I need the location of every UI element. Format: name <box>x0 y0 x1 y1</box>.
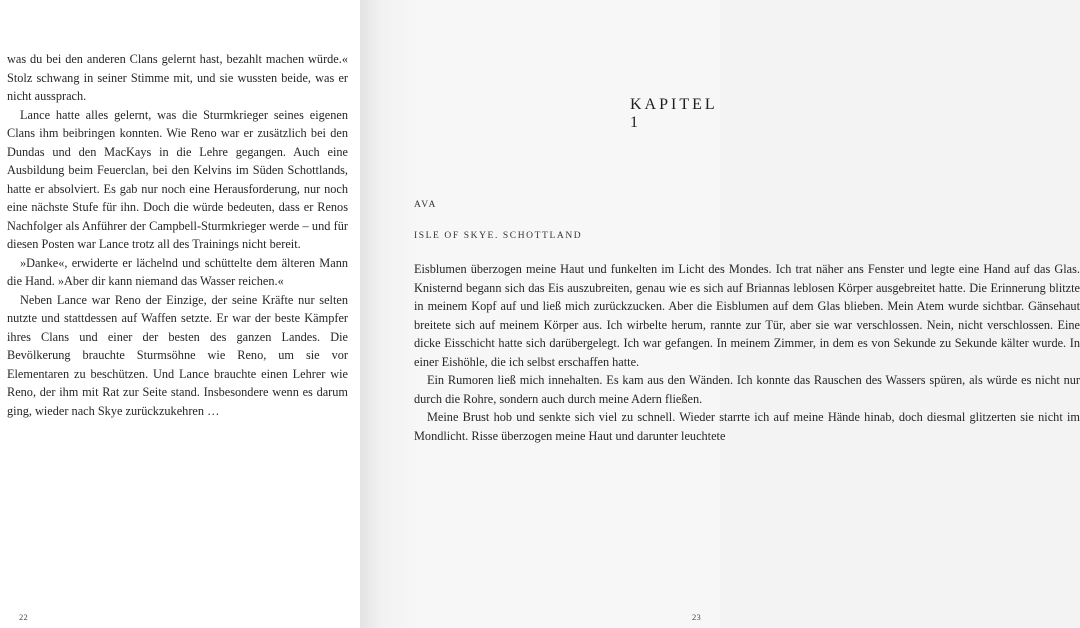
left-page <box>0 0 360 628</box>
paragraph: Eisblumen überzogen meine Haut und funkelten im Licht des Mondes. Ich trat näher ans Fenster und legte eine Hand auf das Glas. Knisternd begann sich das Eis auszubreiten, genau wie es sich auf Briannas leblosen Körper ausgebreitet hatte. Die Erinnerung blitzte in meinem Kopf auf und ließ mich zurückzucken. Aber die Eisblumen auf dem Glas blieben. Mein Atem wurde sichtbar. Gänsehaut breitete sich auf meinem Körper aus. Ich wirbelte herum, rannte zur Tür, aber sie war verschlossen. Nein, nicht verschlossen. Eine dicke Eisschicht hatte sich darübergelegt. Ich war gefangen. In meinem Zimmer, in dem es von Sekunde zu Sekunde kälter wurde. In einer Eishöhle, die ich selbst erschaffen hatte. <box>414 262 1080 369</box>
paragraph: was du bei den anderen Clans gelernt hast, bezahlt machen würde.« Stolz schwang in seiner Stimme mit, und sie wussten beide, was er nicht aussprach. <box>7 52 348 103</box>
page-number-left: 22 <box>19 612 29 622</box>
page-number-right: 23 <box>692 612 702 622</box>
chapter-title: KAPITEL 1 <box>630 96 718 131</box>
paragraph: »Danke«, erwiderte er lächelnd und schüttelte dem älteren Mann die Hand. »Aber dir kann niemand das Wasser reichen.« <box>7 255 348 288</box>
paragraph: Lance hatte alles gelernt, was die Sturmkrieger seines eigenen Clans ihm beibringen konnten. Wie Reno war er zusätzlich bei den Dundas und den MacKays in die Lehre gegangen. Auch eine Ausbildung beim Feuerclan, bei den Kelvins im Süden Schottlands, hatte er absolviert. Es gab nur noch eine Herausforderung, nur noch eine nächste Stufe für ihn. Doch die würde bedeuten, dass er Renos Nachfolger als Anführer der Campbell-Sturmkrieger werde – und für diesen Posten war Lance trotz all des Trainings nicht bereit. <box>7 107 348 251</box>
paragraph: Meine Brust hob und senkte sich viel zu schnell. Wieder starrte ich auf meine Hände hinab, doch diesmal glitzerten sie nicht im Mondlicht. Risse überzogen meine Haut und darunter leuchtete <box>414 410 1080 443</box>
right-page-body <box>414 260 1080 445</box>
left-page-body <box>7 50 348 420</box>
location-label: ISLE OF SKYE. SCHOTTLAND <box>414 231 583 241</box>
right-page <box>360 0 1080 628</box>
paragraph: Neben Lance war Reno der Einzige, der seine Kräfte nur selten nutzte und stattdessen auf Waffen setzte. Er war der beste Kämpfer ihres Clans und einer der besten des ganzen Landes. Die Bevölkerung brauchte Sturmsöhne wie Reno, um sie vor Elementaren zu beschützen. Und Lance brauchte einen Lehrer wie Reno, der ihm mit Rat zur Seite stand. Insbesondere wenn es darum ging, wieder nach Skye zurückzukehren … <box>7 292 348 418</box>
pov-label: AVA <box>414 200 437 210</box>
paragraph: Ein Rumoren ließ mich innehalten. Es kam aus den Wänden. Ich konnte das Rauschen des Wassers spüren, als würde es nicht nur durch die Rohre, sondern auch durch meine Adern fließen. <box>414 373 1080 406</box>
